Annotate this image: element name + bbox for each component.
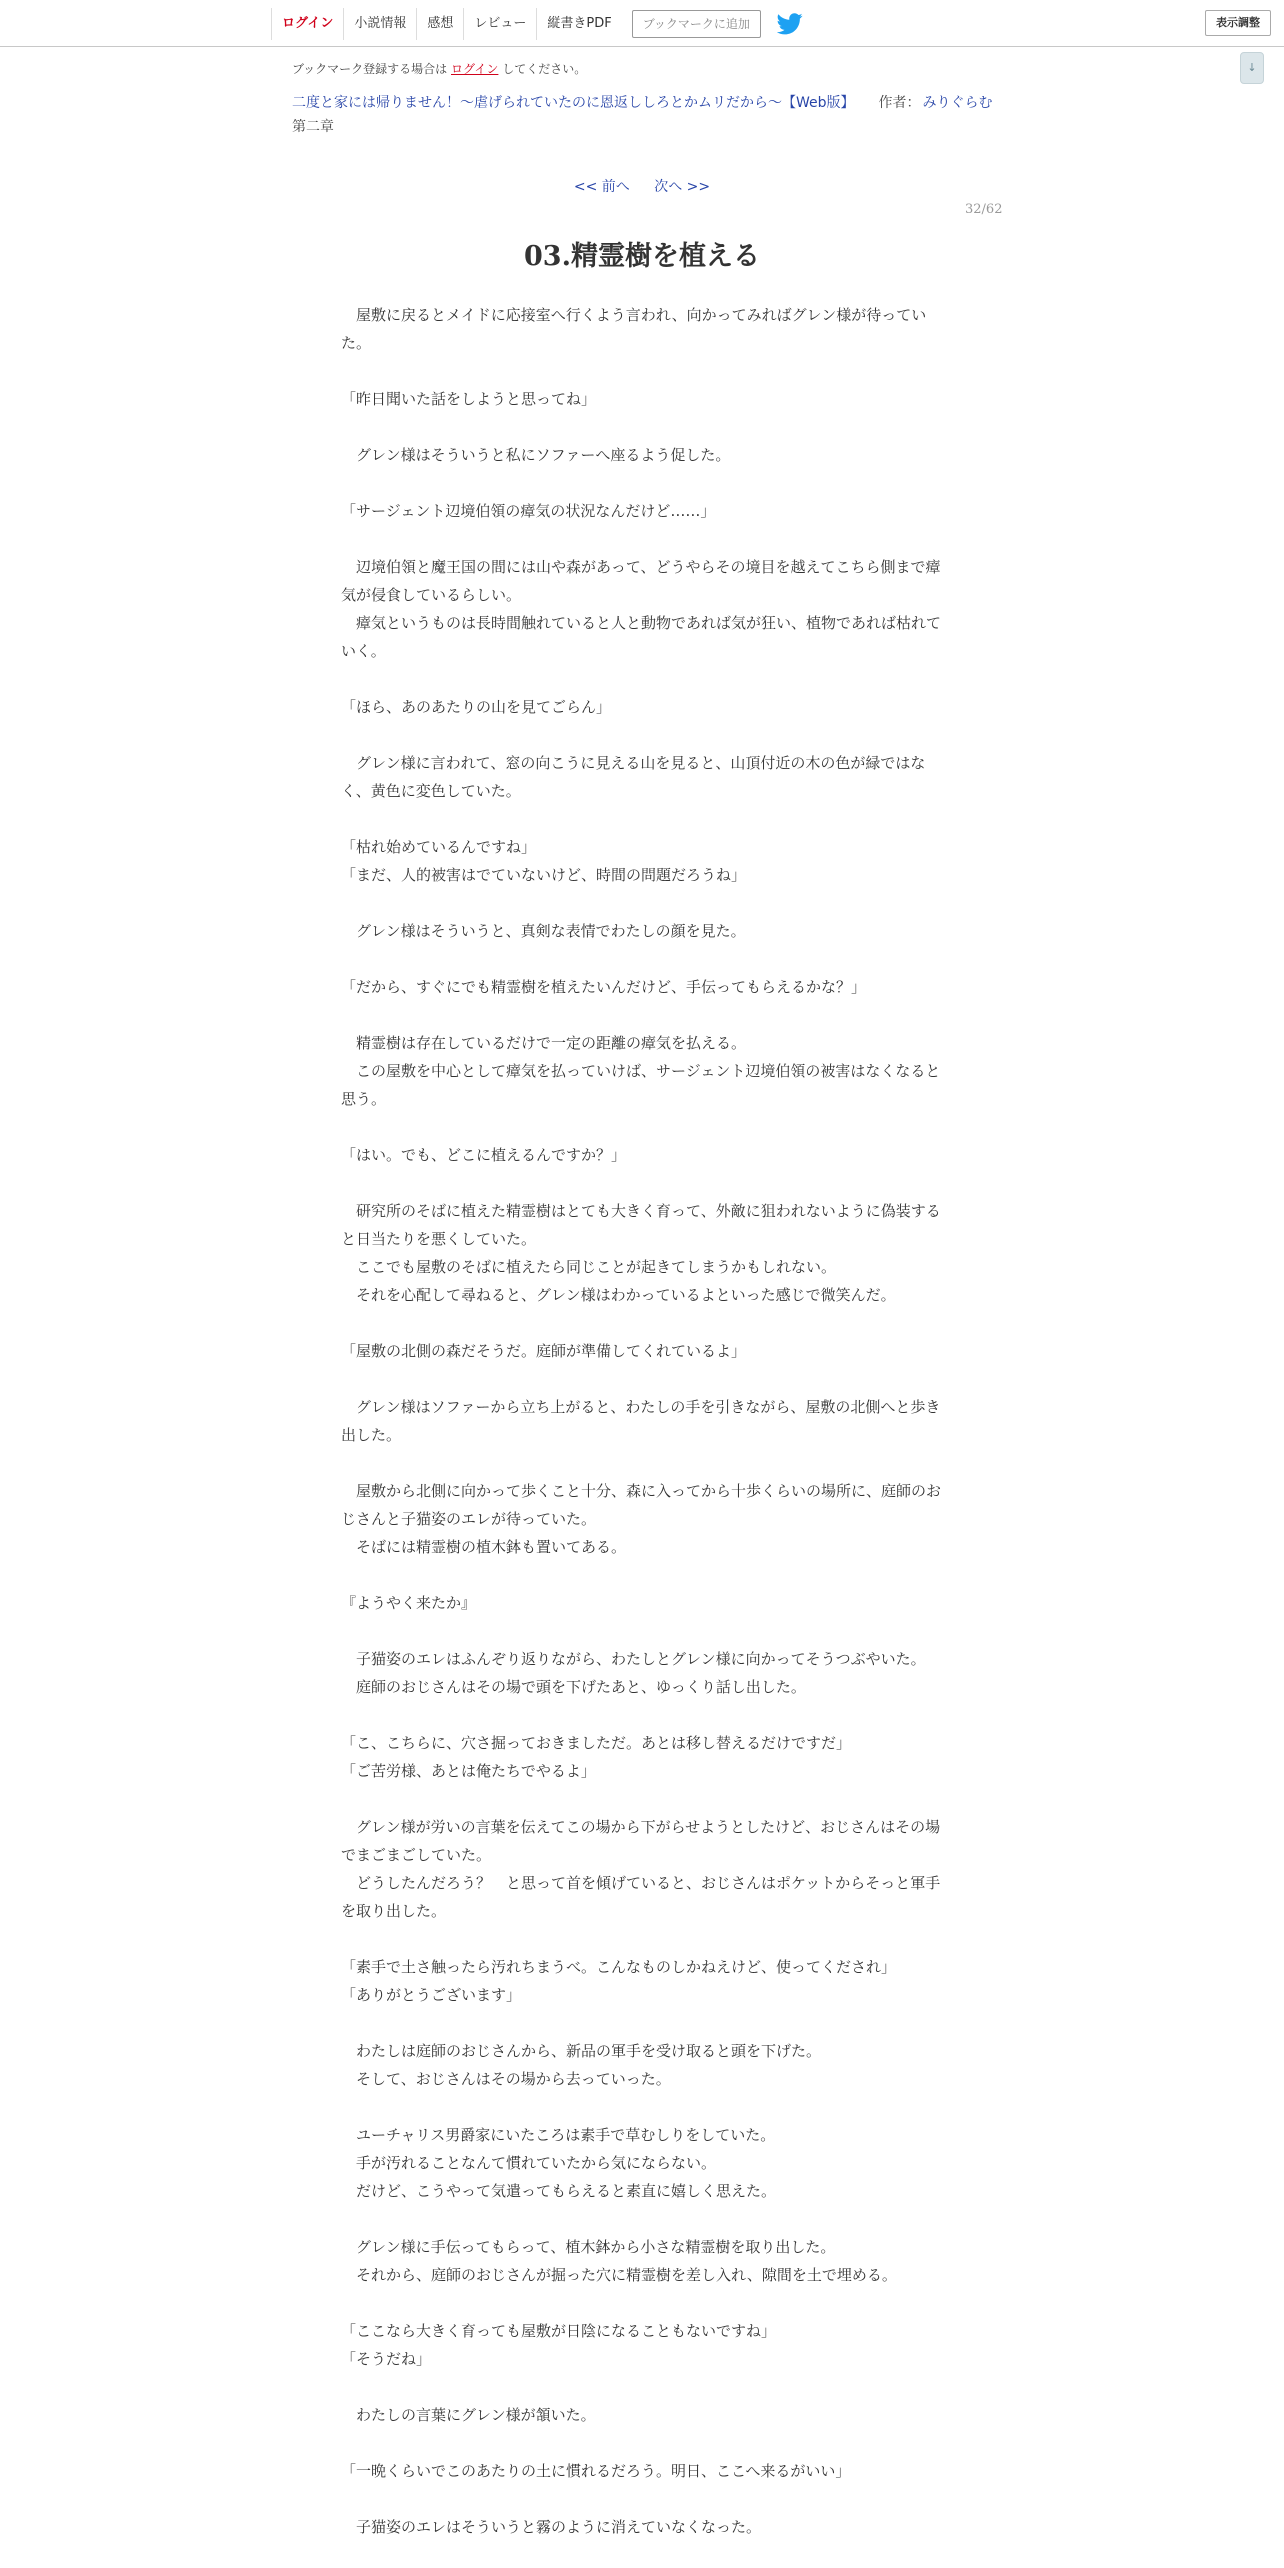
body-paragraph: そばには精霊樹の植木鉢も置いてある。 — [341, 1538, 627, 1556]
blank-line — [341, 2373, 941, 2401]
body-paragraph: 「昨日聞いた話をしようと思ってね」 — [341, 390, 597, 408]
body-paragraph: 「ご苦労様、あとは俺たちでやるよ」 — [341, 1762, 596, 1780]
novel-body — [341, 301, 941, 2541]
blank-line — [341, 721, 941, 749]
body-paragraph: それから、庭師のおじさんが掘った穴に精霊樹を差し入れ、隙間を土で埋める。 — [341, 2266, 897, 2284]
nav-menu — [271, 8, 803, 40]
body-paragraph: グレン様はそういうと、真剣な表情でわたしの顔を見た。 — [341, 922, 746, 940]
blank-line — [341, 2289, 941, 2317]
body-paragraph: 研究所のそばに植えた精霊樹はとても大きく育って、外敵に狙われないように偽装すると日当たりを悪くしていた。 — [341, 1202, 941, 1248]
vertical-pdf-link[interactable]: 縦書きPDF — [536, 8, 621, 40]
blank-line — [341, 1169, 941, 1197]
bookmark-notice — [292, 60, 1012, 77]
blank-line — [341, 1449, 941, 1477]
body-paragraph: どうしたんだろう？ と思って首を傾げていると、おじさんはポケットからそっと軍手を取り出した。 — [341, 1874, 941, 1920]
prev-page-link[interactable]: << 前へ — [573, 179, 630, 195]
blank-line — [341, 2205, 941, 2233]
body-paragraph: 「ほら、あのあたりの山を見てごらん」 — [341, 698, 612, 716]
impressions-link[interactable]: 感想 — [416, 8, 463, 40]
novel-info-link[interactable]: 小説情報 — [343, 8, 416, 40]
notice-prefix: ブックマーク登録する場合は — [292, 62, 448, 76]
blank-line — [341, 1365, 941, 1393]
blank-line — [341, 1113, 941, 1141]
body-paragraph: 「屋敷の北側の森だそうだ。庭師が準備してくれているよ」 — [341, 1342, 747, 1360]
body-paragraph: 「ありがとうございます」 — [341, 1986, 522, 2004]
scroll-down-button[interactable] — [1240, 52, 1264, 84]
blank-line — [341, 1001, 941, 1029]
login-link[interactable]: ログイン — [271, 8, 343, 40]
chapter-title: 第二章 — [292, 119, 334, 135]
notice-suffix: してください。 — [502, 62, 587, 76]
body-paragraph: わたしは庭師のおじさんから、新品の軍手を受け取ると頭を下げた。 — [341, 2042, 822, 2060]
body-paragraph: 『ようやく来たか』 — [341, 1594, 477, 1612]
body-paragraph: 「だから、すぐにでも精霊樹を植えたいんだけど、手伝ってもらえるかな？」 — [341, 978, 867, 996]
blank-line — [341, 1925, 941, 1953]
body-paragraph: 「こ、こちらに、穴さ掘っておきましただ。あとは移し替えるだけですだ」 — [341, 1734, 852, 1752]
blank-line — [341, 357, 941, 385]
page-counter: 32/62 — [965, 202, 1003, 217]
add-bookmark-button[interactable]: ブックマークに追加 — [632, 10, 761, 38]
body-paragraph: 「はい。でも、どこに植えるんですか？」 — [341, 1146, 627, 1164]
episode-title: 03.精霊樹を植える — [524, 241, 760, 272]
blank-line — [341, 1785, 941, 1813]
body-paragraph: わたしの言葉にグレン様が頷いた。 — [341, 2406, 596, 2424]
blank-line — [341, 1617, 941, 1645]
notice-login-link[interactable]: ログイン — [451, 62, 499, 76]
body-paragraph: グレン様に手伝ってもらって、植木鉢から小さな精霊樹を取り出した。 — [341, 2238, 836, 2256]
body-paragraph: 手が汚れることなんて慣れていたから気にならない。 — [341, 2154, 717, 2172]
down-arrow-icon: ↓ — [1247, 61, 1257, 74]
author-label: 作者： — [878, 95, 921, 111]
novel-header — [292, 60, 1012, 136]
title-row — [292, 93, 1012, 113]
twitter-bird-icon[interactable] — [777, 13, 803, 35]
blank-line — [341, 2009, 941, 2037]
body-paragraph: それを心配して尋ねると、グレン様はわかっているよといった感じで微笑んだ。 — [341, 1286, 896, 1304]
body-paragraph: この屋敷を中心として瘴気を払っていけば、サージェント辺境伯領の被害はなくなると思う。 — [341, 1062, 941, 1108]
body-paragraph: だけど、こうやって気遣ってもらえると素直に嬉しく思えた。 — [341, 2182, 777, 2200]
author-link[interactable]: みりぐらむ — [922, 95, 993, 111]
blank-line — [341, 1561, 941, 1589]
body-paragraph: ここでも屋敷のそばに植えたら同じことが起きてしまうかもしれない。 — [341, 1258, 837, 1276]
blank-line — [341, 2485, 941, 2513]
body-paragraph: グレン様はソファーから立ち上がると、わたしの手を引きながら、屋敷の北側へと歩き出した。 — [341, 1398, 941, 1444]
body-paragraph: 「サージェント辺境伯領の瘴気の状況なんだけど……」 — [341, 502, 716, 520]
body-paragraph: 瘴気というものは長時間触れていると人と動物であれば気が狂い、植物であれば枯れていく。 — [341, 614, 942, 660]
blank-line — [341, 805, 941, 833]
body-paragraph: 子猫姿のエレはそういうと霧のように消えていなくなった。 — [341, 2518, 762, 2536]
body-paragraph: 「まだ、人的被害はでていないけど、時間の問題だろうね」 — [341, 866, 747, 884]
top-navigation-bar — [0, 0, 1284, 47]
blank-line — [341, 525, 941, 553]
blank-line — [341, 469, 941, 497]
body-paragraph: 辺境伯領と魔王国の間には山や森があって、どうやらその境目を越えてこちら側まで瘴気が侵食しているらしい。 — [341, 558, 941, 604]
body-paragraph: グレン様が労いの言葉を伝えてこの場から下がらせようとしたけど、おじさんはその場でまごまごしていた。 — [341, 1818, 941, 1864]
body-paragraph: 「一晩くらいでこのあたりの土に慣れるだろう。明日、ここへ来るがいい」 — [341, 2462, 851, 2480]
blank-line — [341, 2093, 941, 2121]
blank-line — [341, 413, 941, 441]
body-paragraph: 「そうだね」 — [341, 2350, 432, 2368]
body-paragraph: 屋敷に戻るとメイドに応接室へ行くよう言われ、向かってみればグレン様が待っていた。 — [341, 306, 927, 352]
body-paragraph: 「ここなら大きく育っても屋敷が日陰になることもないですね」 — [341, 2322, 777, 2340]
blank-line — [341, 2429, 941, 2457]
body-paragraph: そして、おじさんはその場から去っていった。 — [341, 2070, 671, 2088]
blank-line — [341, 889, 941, 917]
body-paragraph: 精霊樹は存在しているだけで一定の距離の瘴気を払える。 — [341, 1034, 747, 1052]
blank-line — [341, 945, 941, 973]
blank-line — [341, 665, 941, 693]
body-paragraph: グレン様はそういうと私にソファーへ座るよう促した。 — [341, 446, 731, 464]
blank-line — [341, 1701, 941, 1729]
review-link[interactable]: レビュー — [463, 8, 536, 40]
novel-title-link[interactable]: 二度と家には帰りません！～虐げられていたのに恩返ししろとかムリだから～【Web版】 — [292, 95, 855, 111]
body-paragraph: 屋敷から北側に向かって歩くこと十分、森に入ってから十歩くらいの場所に、庭師のおじさんと子猫姿のエレが待っていた。 — [341, 1482, 942, 1528]
body-paragraph: 「素手で土さ触ったら汚れちまうべ。こんなものしかねえけど、使ってくだされ」 — [341, 1958, 897, 1976]
body-paragraph: 「枯れ始めているんですね」 — [341, 838, 537, 856]
body-paragraph: 庭師のおじさんはその場で頭を下げたあと、ゆっくり話し出した。 — [341, 1678, 806, 1696]
display-settings-button[interactable]: 表示調整 — [1205, 10, 1271, 36]
body-paragraph: 子猫姿のエレはふんぞり返りながら、わたしとグレン様に向かってそうつぶやいた。 — [341, 1650, 926, 1668]
body-paragraph: ユーチャリス男爵家にいたころは素手で草むしりをしていた。 — [341, 2126, 776, 2144]
next-page-link[interactable]: 次へ >> — [654, 179, 711, 195]
blank-line — [341, 1309, 941, 1337]
body-paragraph: グレン様に言われて、窓の向こうに見える山を見ると、山頂付近の木の色が緑ではなく、黄色に変色していた。 — [341, 754, 926, 800]
pager — [0, 176, 1284, 196]
